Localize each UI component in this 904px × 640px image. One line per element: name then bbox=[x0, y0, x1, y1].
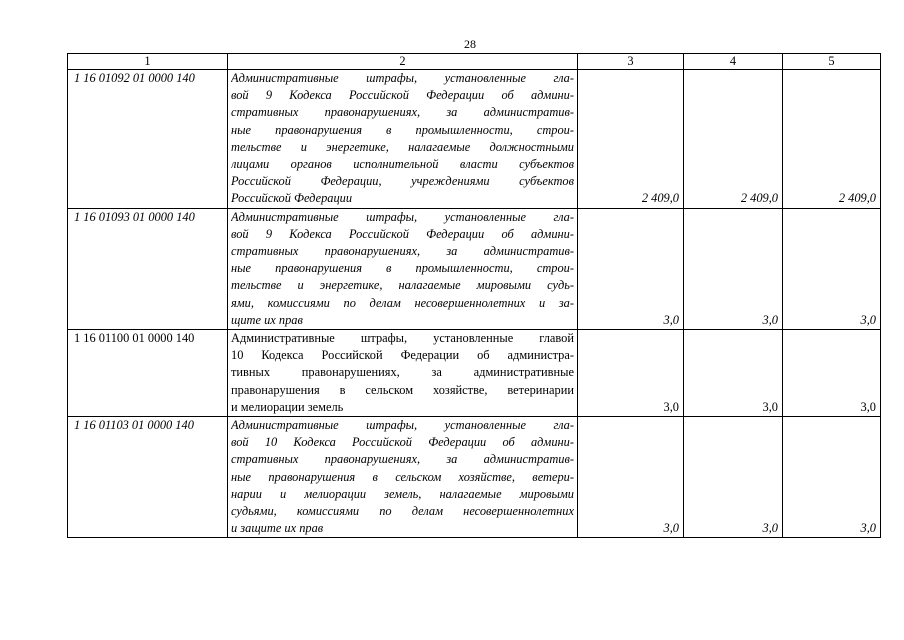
column-header-row bbox=[68, 54, 881, 70]
table-row bbox=[68, 330, 881, 417]
budget-table bbox=[67, 53, 881, 538]
table-row bbox=[68, 70, 881, 209]
amount-cell-col5: 3,0 bbox=[783, 330, 881, 417]
amount-cell-col4: 2 409,0 bbox=[684, 70, 783, 209]
description-line: ями, комиссиями по делам несовершеннолетних и за- bbox=[231, 295, 574, 310]
description-line: Административные штрафы, установленные главой bbox=[231, 331, 574, 346]
column-header: 1 bbox=[68, 54, 228, 70]
description-line: судьями, комиссиями по делам несовершеннолетних bbox=[231, 504, 574, 519]
column-header: 5 bbox=[783, 54, 881, 70]
description-line: Административные штрафы, установленные гла- bbox=[231, 418, 574, 433]
description-line: щите их прав bbox=[231, 312, 303, 327]
amount-cell-col5: 2 409,0 bbox=[783, 70, 881, 209]
amount-cell-col4: 3,0 bbox=[684, 417, 783, 538]
column-header: 2 bbox=[228, 54, 578, 70]
description-line: вой 9 Кодекса Российской Федерации об админи- bbox=[231, 88, 574, 103]
budget-code-cell: 1 16 01093 01 0000 140 bbox=[68, 208, 228, 329]
description-line: ные правонарушения в промышленности, строи- bbox=[231, 261, 574, 276]
description-line: тельстве и энергетике, налагаемые мировыми судь- bbox=[231, 278, 574, 293]
description-line: Российской Федерации, учреждениями субъектов bbox=[231, 174, 574, 189]
amount-cell-col3: 3,0 bbox=[578, 330, 684, 417]
description-line: правонарушения в сельском хозяйстве, ветеринарии bbox=[231, 382, 574, 397]
table-row bbox=[68, 208, 881, 329]
description-line: ные правонарушения в сельском хозяйстве, ветери- bbox=[231, 469, 574, 484]
description-cell bbox=[228, 417, 578, 538]
amount-cell-col5: 3,0 bbox=[783, 208, 881, 329]
description-cell bbox=[228, 208, 578, 329]
description-cell bbox=[228, 70, 578, 209]
description-line: 10 Кодекса Российской Федерации об администра- bbox=[231, 348, 574, 363]
amount-cell-col4: 3,0 bbox=[684, 208, 783, 329]
amount-cell-col5: 3,0 bbox=[783, 417, 881, 538]
page-number: 28 bbox=[464, 37, 476, 51]
budget-table-body bbox=[68, 54, 881, 538]
description-line: нарии и мелиорации земель, налагаемые мировыми bbox=[231, 486, 574, 501]
column-header: 3 bbox=[578, 54, 684, 70]
description-line: стративных правонарушениях, за административ- bbox=[231, 105, 574, 120]
description-line: стративных правонарушениях, за административ- bbox=[231, 452, 574, 467]
description-line: тивных правонарушениях, за административные bbox=[231, 365, 574, 380]
description-line: стративных правонарушениях, за административ- bbox=[231, 244, 574, 259]
description-line: Административные штрафы, установленные гла- bbox=[231, 209, 574, 224]
description-line: лицами органов исполнительной власти субъектов bbox=[231, 157, 574, 172]
amount-cell-col3: 3,0 bbox=[578, 417, 684, 538]
amount-cell-col3: 3,0 bbox=[578, 208, 684, 329]
budget-code-cell: 1 16 01092 01 0000 140 bbox=[68, 70, 228, 209]
description-line: Административные штрафы, установленные гла- bbox=[231, 71, 574, 85]
description-cell bbox=[228, 330, 578, 417]
column-header: 4 bbox=[684, 54, 783, 70]
description-line: Российской Федерации bbox=[231, 191, 353, 206]
description-line: ные правонарушения в промышленности, строи- bbox=[231, 122, 574, 137]
table-row bbox=[68, 417, 881, 538]
amount-cell-col3: 2 409,0 bbox=[578, 70, 684, 209]
description-line: и защите их прав bbox=[231, 521, 324, 536]
description-line: вой 10 Кодекса Российской Федерации об админи- bbox=[231, 435, 574, 450]
description-line: и мелиорации земель bbox=[231, 399, 344, 414]
amount-cell-col4: 3,0 bbox=[684, 330, 783, 417]
description-line: вой 9 Кодекса Российской Федерации об админи- bbox=[231, 226, 574, 241]
budget-code-cell: 1 16 01100 01 0000 140 bbox=[68, 330, 228, 417]
description-line: тельстве и энергетике, налагаемые должностными bbox=[231, 139, 574, 154]
budget-code-cell: 1 16 01103 01 0000 140 bbox=[68, 417, 228, 538]
